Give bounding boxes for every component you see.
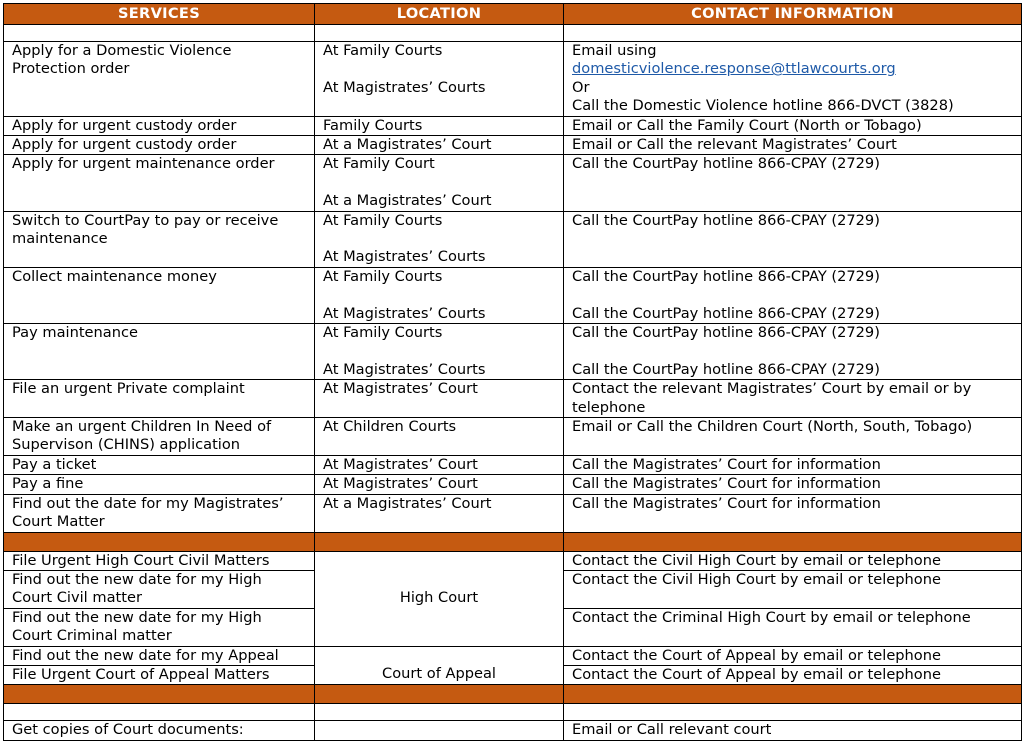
section-divider [4, 532, 1022, 551]
location-cell [315, 155, 564, 211]
contact-line: Or [572, 78, 590, 96]
location-line: At Family Court [323, 155, 435, 173]
service-cell: Find out the date for my Magistrates’ Court Matter [4, 494, 315, 532]
service-cell: Apply for urgent maintenance order [4, 155, 315, 211]
contact-cell: Call the Magistrates’ Court for information [564, 475, 1022, 494]
contact-line: Call the CourtPay hotline 866-CPAY (2729) [572, 324, 880, 342]
location-cell: At Magistrates’ Court [315, 455, 564, 474]
table-row [4, 551, 1022, 570]
location-cell: At Magistrates’ Court [315, 475, 564, 494]
service-cell: Find out the new date for my High Court Civil matter [4, 570, 315, 608]
contact-cell: Contact the Civil High Court by email or telephone [564, 570, 1022, 608]
contact-cell: Call the CourtPay hotline 866-CPAY (2729) [564, 155, 1022, 211]
contact-cell: Email or Call the Children Court (North, South, Tobago) [564, 418, 1022, 456]
location-line: At Magistrates’ Courts [323, 248, 486, 266]
contact-line: Call the Domestic Violence hotline 866-DVCT (3828) [572, 97, 954, 115]
location-line: At Family Courts [323, 211, 443, 229]
header-contact: CONTACT INFORMATION [564, 4, 1022, 25]
contact-cell: Email or Call the Family Court (North or Tobago) [564, 116, 1022, 135]
table-row [4, 211, 1022, 267]
location-cell: At a Magistrates’ Court [315, 136, 564, 155]
service-cell: Collect maintenance money [4, 267, 315, 323]
section-divider [4, 685, 1022, 704]
contact-cell: Contact the relevant Magistrates’ Court by email or by telephone [564, 380, 1022, 418]
table-row [4, 475, 1022, 494]
contact-cell: Contact the Criminal High Court by email or telephone [564, 608, 1022, 646]
header-location: LOCATION [315, 4, 564, 25]
location-cell: At Children Courts [315, 418, 564, 456]
service-cell: File Urgent High Court Civil Matters [4, 551, 315, 570]
location-cell-high-court: High Court [315, 551, 564, 646]
location-cell: Family Courts [315, 116, 564, 135]
contact-cell [564, 324, 1022, 380]
location-line: At Family Courts [323, 267, 443, 285]
service-cell: Apply for urgent custody order [4, 136, 315, 155]
location-cell [315, 42, 564, 117]
contact-cell: Call the Magistrates’ Court for information [564, 494, 1022, 532]
service-cell: Find out the new date for my Appeal [4, 646, 315, 665]
table-row [4, 646, 1022, 665]
contact-line: Call the CourtPay hotline 866-CPAY (2729) [572, 267, 880, 285]
header-services: SERVICES [4, 4, 315, 25]
table-row [4, 380, 1022, 418]
service-cell: Pay a ticket [4, 455, 315, 474]
header-row [4, 4, 1022, 25]
service-cell: Find out the new date for my High Court Criminal matter [4, 608, 315, 646]
services-table [3, 3, 1022, 741]
service-cell: Pay maintenance [4, 324, 315, 380]
table-row [4, 136, 1022, 155]
table-row [4, 494, 1022, 532]
table-row [4, 42, 1022, 117]
location-line: At Family Courts [323, 324, 443, 342]
location-cell [315, 211, 564, 267]
service-cell: File Urgent Court of Appeal Matters [4, 665, 315, 684]
contact-cell: Call the Magistrates’ Court for information [564, 455, 1022, 474]
blank-row [4, 704, 1022, 721]
location-line: At Magistrates’ Courts [323, 304, 486, 322]
service-cell: Get copies of Court documents: [4, 721, 315, 740]
location-cell-court-of-appeal: Court of Appeal [315, 646, 564, 685]
location-cell [315, 324, 564, 380]
service-cell: Switch to CourtPay to pay or receive maintenance [4, 211, 315, 267]
contact-cell: Contact the Court of Appeal by email or telephone [564, 646, 1022, 665]
location-line: At Family Courts [323, 42, 443, 59]
location-line: At a Magistrates’ Court [323, 192, 492, 210]
table-row [4, 116, 1022, 135]
contact-cell [564, 267, 1022, 323]
service-cell: Pay a fine [4, 475, 315, 494]
blank-row [4, 25, 1022, 42]
location-line: At Magistrates’ Courts [323, 360, 486, 378]
service-cell: Make an urgent Children In Need of Supervison (CHINS) application [4, 418, 315, 456]
table-row [4, 418, 1022, 456]
contact-cell: Email or Call relevant court [564, 721, 1022, 740]
contact-line: Call the CourtPay hotline 866-CPAY (2729) [572, 360, 880, 378]
table-row [4, 267, 1022, 323]
location-cell: At Magistrates’ Court [315, 380, 564, 418]
contact-cell: Email or Call the relevant Magistrates’ Court [564, 136, 1022, 155]
contact-cell: Call the CourtPay hotline 866-CPAY (2729) [564, 211, 1022, 267]
service-cell: Apply for a Domestic Violence Protection order [4, 42, 315, 117]
contact-line: Call the CourtPay hotline 866-CPAY (2729) [572, 304, 880, 322]
location-cell: At a Magistrates’ Court [315, 494, 564, 532]
service-cell: Apply for urgent custody order [4, 116, 315, 135]
contact-cell [564, 42, 1022, 117]
table-row [4, 455, 1022, 474]
contact-line: Email using [572, 42, 657, 59]
contact-cell: Contact the Civil High Court by email or telephone [564, 551, 1022, 570]
table-row [4, 324, 1022, 380]
contact-cell: Contact the Court of Appeal by email or telephone [564, 665, 1022, 684]
service-cell: File an urgent Private complaint [4, 380, 315, 418]
email-link[interactable]: domesticviolence.response@ttlawcourts.org [572, 60, 896, 78]
location-line: At Magistrates’ Courts [323, 78, 486, 96]
table-row [4, 155, 1022, 211]
location-cell [315, 267, 564, 323]
